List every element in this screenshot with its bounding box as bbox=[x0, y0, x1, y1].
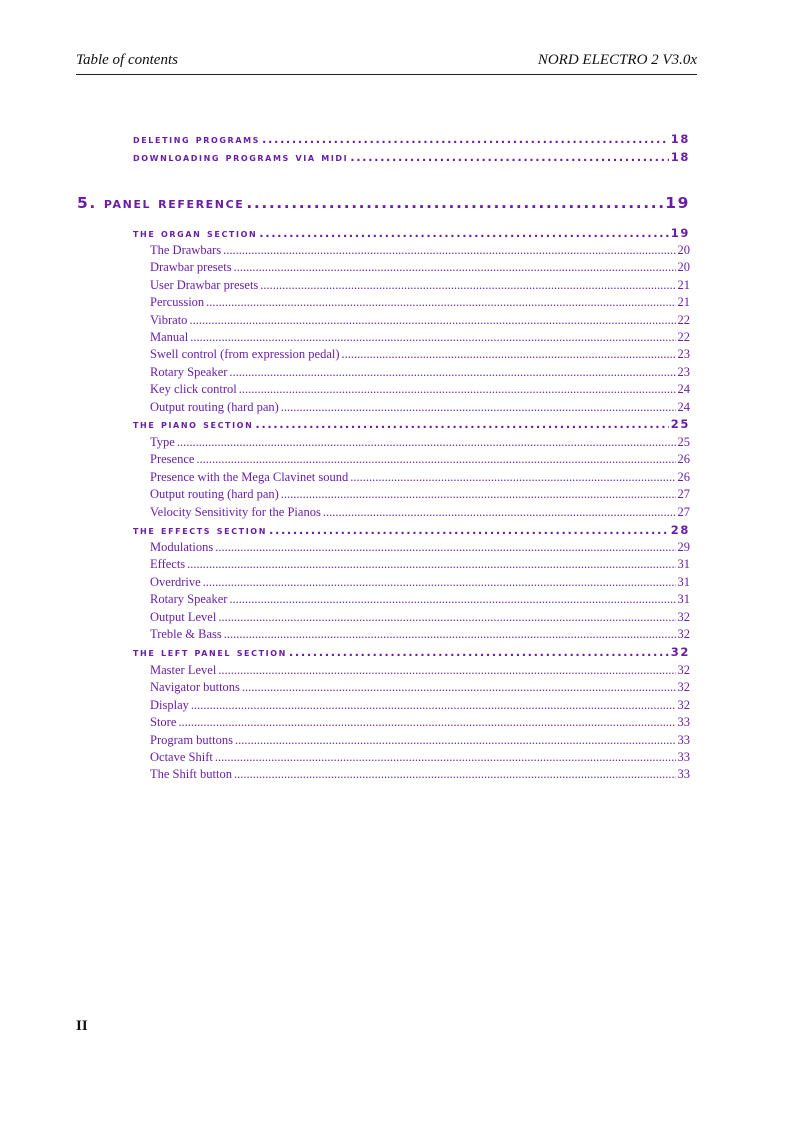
toc-subentry[interactable] bbox=[150, 505, 690, 521]
toc-subentry[interactable] bbox=[150, 330, 690, 346]
dot-leader bbox=[187, 557, 675, 572]
toc-entry-deleting-programs[interactable]: deleting programs ..... 18 bbox=[133, 132, 690, 148]
dot-leader bbox=[206, 295, 675, 310]
toc-subentry[interactable] bbox=[150, 698, 690, 714]
toc-subentry[interactable] bbox=[150, 487, 690, 503]
toc-subentry-title: Navigator buttons bbox=[150, 680, 240, 695]
dot-leader bbox=[189, 313, 675, 328]
toc-subentry[interactable] bbox=[150, 435, 690, 451]
toc-subentry-page: 32 bbox=[677, 609, 690, 624]
dot-leader bbox=[350, 470, 675, 485]
dot-leader bbox=[218, 610, 675, 625]
toc-subentry-title: Treble & Bass bbox=[150, 627, 222, 641]
toc-subentry[interactable] bbox=[150, 663, 690, 679]
toc-subentry[interactable] bbox=[150, 313, 690, 329]
toc-subentry-title: Type bbox=[150, 435, 175, 449]
dot-leader bbox=[229, 592, 675, 607]
toc-subentry-page: 20 bbox=[677, 243, 690, 257]
toc-entry-downloading-programs[interactable]: downloading programs via midi ..... 18 bbox=[133, 150, 690, 166]
toc-subentry[interactable] bbox=[150, 627, 690, 643]
toc-subentry[interactable] bbox=[150, 347, 690, 363]
toc-subentry[interactable] bbox=[150, 382, 690, 398]
dot-leader bbox=[281, 400, 676, 415]
toc-section-organ[interactable]: the organ section ..... 19 bbox=[133, 226, 690, 242]
toc-subentry[interactable] bbox=[150, 540, 690, 556]
toc-subentry-title: Velocity Sensitivity for the Pianos bbox=[150, 504, 321, 519]
header-manual-title: NORD ELECTRO 2 V3.0x bbox=[537, 52, 697, 68]
toc-subentry-title: Rotary Speaker bbox=[150, 592, 228, 607]
toc-subentry-page: 24 bbox=[677, 382, 690, 397]
toc-subentry-title: Vibrato bbox=[150, 312, 188, 327]
toc-subentry[interactable] bbox=[150, 575, 690, 591]
toc-subentry-page: 33 bbox=[677, 767, 690, 782]
toc-subentry-page: 23 bbox=[677, 364, 690, 379]
toc-subentry-page: 20 bbox=[677, 260, 690, 275]
toc-subentry-page: 31 bbox=[677, 557, 690, 572]
toc-subentry-page: 26 bbox=[677, 452, 690, 467]
dot-leader bbox=[190, 330, 675, 345]
toc-section-effects[interactable]: the effects section ..... 28 bbox=[133, 523, 690, 539]
toc-subentry[interactable] bbox=[150, 295, 690, 311]
toc-subentry-page: 32 bbox=[677, 663, 690, 677]
toc-subentry-title: Output Level bbox=[150, 609, 217, 624]
toc-subentry-page: 27 bbox=[677, 504, 690, 519]
toc-subentry[interactable] bbox=[150, 365, 690, 381]
dot-leader bbox=[224, 627, 676, 642]
toc-subentry-title: Octave Shift bbox=[150, 750, 213, 764]
toc-subentry[interactable] bbox=[150, 610, 690, 626]
toc-subentry[interactable] bbox=[150, 557, 690, 573]
toc-subentry-page: 32 bbox=[677, 697, 690, 712]
toc-subentry-title: Program buttons bbox=[150, 732, 233, 747]
toc-chapter-panel-reference[interactable]: 5. panel reference ..... 19 bbox=[77, 194, 690, 214]
dot-leader bbox=[191, 698, 676, 713]
dot-leader bbox=[260, 278, 675, 293]
dot-leader bbox=[323, 505, 676, 520]
toc-subentry-title: Rotary Speaker bbox=[150, 364, 228, 379]
toc-subentry-page: 33 bbox=[677, 750, 690, 764]
toc-subentry-title: Manual bbox=[150, 330, 189, 344]
dot-leader bbox=[342, 347, 676, 362]
toc-subentry[interactable] bbox=[150, 452, 690, 468]
toc-subentry-title: Effects bbox=[150, 557, 186, 572]
toc-subentry-page: 32 bbox=[677, 680, 690, 695]
toc-subentry-title: Output routing (hard pan) bbox=[150, 487, 279, 502]
toc-subentry-page: 31 bbox=[677, 592, 690, 607]
dot-leader bbox=[242, 680, 676, 695]
toc-subentry[interactable] bbox=[150, 400, 690, 416]
toc-section-piano[interactable]: the piano section ..... 25 bbox=[133, 417, 690, 433]
dot-leader bbox=[229, 365, 675, 380]
toc-subentry-page: 25 bbox=[677, 435, 690, 449]
dot-leader bbox=[203, 575, 676, 590]
toc-subentry-title: Presence bbox=[150, 452, 195, 467]
toc-subentry-page: 21 bbox=[677, 295, 690, 310]
toc-subentry[interactable] bbox=[150, 592, 690, 608]
toc-subentry-page: 22 bbox=[677, 330, 690, 344]
toc-subentry-page: 31 bbox=[677, 574, 690, 589]
dot-leader bbox=[281, 487, 676, 502]
toc-subentry-title: Output routing (hard pan) bbox=[150, 399, 279, 414]
toc-subentry-page: 32 bbox=[677, 627, 690, 641]
toc-subentry-page: 33 bbox=[677, 715, 690, 730]
dot-leader bbox=[215, 750, 676, 765]
toc-subentry-title: Overdrive bbox=[150, 574, 201, 589]
dot-leader bbox=[178, 715, 675, 730]
toc-subentry[interactable] bbox=[150, 680, 690, 696]
header-section-title: Table of contents bbox=[76, 52, 178, 68]
toc-subentry-title: Swell control (from expression pedal) bbox=[150, 347, 340, 362]
toc-subentry[interactable] bbox=[150, 733, 690, 749]
toc-section-left-panel[interactable]: the left panel section ..... 32 bbox=[133, 645, 690, 661]
toc-subentry-title: Percussion bbox=[150, 295, 205, 310]
toc-subentry[interactable] bbox=[150, 470, 690, 486]
toc-subentry-title: Presence with the Mega Clavinet sound bbox=[150, 469, 349, 484]
toc-subentry-page: 29 bbox=[677, 540, 690, 554]
toc-subentry-title: User Drawbar presets bbox=[150, 277, 259, 292]
dot-leader bbox=[223, 243, 675, 258]
toc-subentry-title: Store bbox=[150, 715, 177, 730]
toc-subentry-title: Master Level bbox=[150, 663, 217, 677]
toc-subentry[interactable] bbox=[150, 750, 690, 766]
toc-subentry-page: 26 bbox=[677, 469, 690, 484]
dot-leader bbox=[196, 452, 675, 467]
dot-leader bbox=[234, 260, 676, 275]
toc-subentry-page: 21 bbox=[677, 277, 690, 292]
toc-subentry[interactable] bbox=[150, 767, 690, 783]
dot-leader bbox=[235, 733, 676, 748]
toc-subentry-title: Display bbox=[150, 697, 189, 712]
page-number: II bbox=[76, 1018, 88, 1034]
dot-leader bbox=[239, 382, 676, 397]
dot-leader bbox=[215, 540, 675, 555]
toc-subentry-title: The Shift button bbox=[150, 767, 232, 782]
dot-leader bbox=[177, 435, 676, 450]
toc-subentry-title: The Drawbars bbox=[150, 243, 222, 257]
toc-subentry-page: 24 bbox=[677, 399, 690, 414]
toc-subentry-page: 22 bbox=[677, 312, 690, 327]
toc-subentry[interactable] bbox=[150, 715, 690, 731]
toc-subentry[interactable] bbox=[150, 260, 690, 276]
toc-subentry-page: 23 bbox=[677, 347, 690, 362]
toc-subentry-page: 33 bbox=[677, 732, 690, 747]
dot-leader bbox=[234, 767, 676, 782]
toc-subentry-page: 27 bbox=[677, 487, 690, 502]
toc-subentry-title: Key click control bbox=[150, 382, 237, 397]
toc-subentry-title: Drawbar presets bbox=[150, 260, 232, 275]
toc-subentry[interactable] bbox=[150, 243, 690, 259]
dot-leader bbox=[218, 663, 675, 678]
toc-subentry-title: Modulations bbox=[150, 540, 214, 554]
page-header bbox=[76, 52, 697, 75]
toc-subentry[interactable] bbox=[150, 278, 690, 294]
